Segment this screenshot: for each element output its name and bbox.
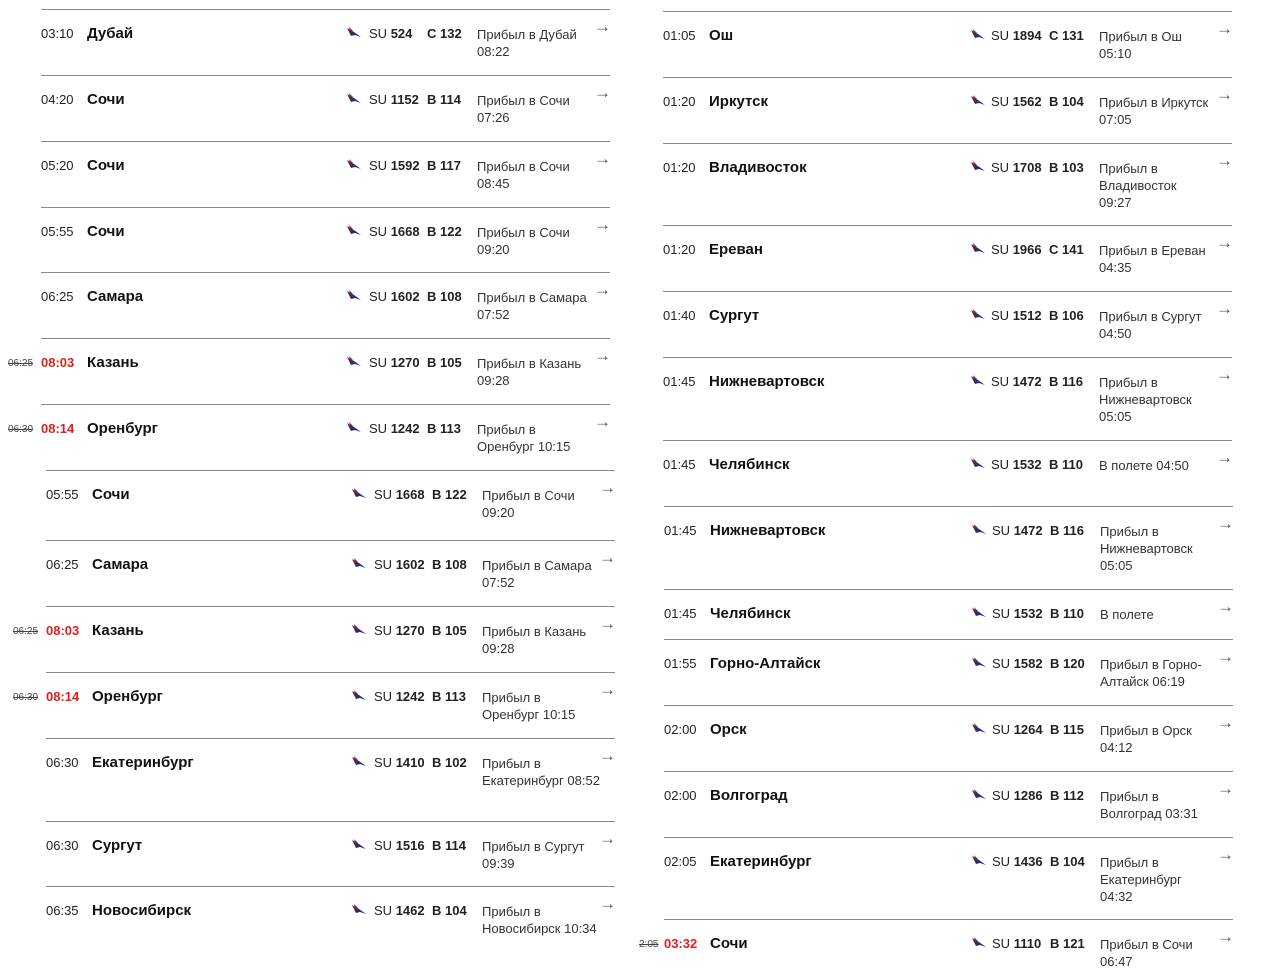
departure-time: 08:03 xyxy=(46,623,80,638)
flight-row[interactable] xyxy=(663,225,1232,291)
aeroflot-logo-icon xyxy=(970,94,986,109)
flight-status: Прибыл в Горно-Алтайск 06:19 xyxy=(1100,657,1202,689)
gate: B 115 xyxy=(1050,722,1084,737)
aeroflot-logo-icon xyxy=(970,28,986,43)
aeroflot-logo-icon xyxy=(970,160,986,175)
aeroflot-logo-icon xyxy=(346,26,362,41)
scheduled-time: 06:25 xyxy=(13,626,39,637)
departure-time: 01:05 xyxy=(663,28,696,43)
departure-time: 08:03 xyxy=(41,355,75,370)
departure-time: 06:25 xyxy=(46,557,79,572)
destination-city: Новосибирск xyxy=(92,902,192,919)
flight-row[interactable] xyxy=(664,771,1233,837)
gate: C 141 xyxy=(1049,242,1084,257)
destination-city: Челябинск xyxy=(710,605,791,622)
flight-status: В полете xyxy=(1100,607,1154,622)
gate: B 104 xyxy=(1050,854,1085,869)
gate: B 113 xyxy=(427,421,461,436)
flight-number: SU 1532 xyxy=(992,606,1043,621)
arrow-right-icon[interactable]: → xyxy=(594,280,611,299)
arrow-right-icon[interactable]: → xyxy=(1216,85,1233,104)
arrow-right-icon[interactable]: → xyxy=(1216,19,1233,38)
flight-number: SU 1894 xyxy=(991,28,1042,43)
departure-time: 05:20 xyxy=(41,158,74,173)
flight-row[interactable] xyxy=(639,919,1234,979)
departure-time: 01:45 xyxy=(663,374,696,389)
flight-row[interactable] xyxy=(664,589,1233,639)
aeroflot-logo-icon xyxy=(971,606,987,621)
destination-city: Оренбург xyxy=(92,688,163,705)
destination-city: Самара xyxy=(87,288,144,305)
destination-city: Владивосток xyxy=(709,159,807,176)
destination-city: Иркутск xyxy=(709,93,768,110)
flight-status: Прибыл в Сочи 06:47 xyxy=(1100,937,1193,969)
arrow-right-icon[interactable]: → xyxy=(599,548,616,567)
flight-status: Прибыл в Оренбург 10:15 xyxy=(482,690,576,722)
flight-number: SU 1966 xyxy=(991,242,1042,257)
destination-city: Казань xyxy=(92,622,144,639)
flight-status: Прибыл в Сочи 08:45 xyxy=(477,159,570,191)
flight-row[interactable] xyxy=(664,837,1233,919)
departure-time: 04:20 xyxy=(41,92,74,107)
flight-row[interactable] xyxy=(46,540,615,606)
flight-number: SU 1532 xyxy=(991,457,1042,472)
flight-row[interactable] xyxy=(663,357,1232,440)
flight-number: SU 1602 xyxy=(369,289,420,304)
flight-row[interactable] xyxy=(8,338,611,404)
scheduled-time: 06:30 xyxy=(8,424,34,435)
scheduled-time: 2:05 xyxy=(639,939,659,950)
aeroflot-logo-icon xyxy=(346,158,362,173)
arrow-right-icon[interactable]: → xyxy=(594,346,611,365)
aeroflot-logo-icon xyxy=(346,224,362,239)
aeroflot-logo-icon xyxy=(971,656,987,671)
aeroflot-logo-icon xyxy=(970,308,986,323)
gate: B 116 xyxy=(1050,523,1084,538)
flight-number: SU 1242 xyxy=(374,689,425,704)
destination-city: Сочи xyxy=(87,223,125,240)
aeroflot-logo-icon xyxy=(970,457,986,472)
departure-time: 06:25 xyxy=(41,289,74,304)
gate: B 110 xyxy=(1049,457,1083,472)
arrow-right-icon[interactable]: → xyxy=(1216,299,1233,318)
flight-row[interactable] xyxy=(663,77,1232,143)
destination-city: Сочи xyxy=(92,486,130,503)
flight-status: Прибыл в Нижневартовск 05:05 xyxy=(1100,524,1193,573)
flight-number: SU 1602 xyxy=(374,557,425,572)
departure-time: 01:45 xyxy=(663,457,696,472)
flight-row[interactable] xyxy=(41,141,610,207)
aeroflot-logo-icon xyxy=(971,788,987,803)
flight-status: Прибыл в Иркутск 07:05 xyxy=(1099,95,1209,127)
flight-number: SU 1286 xyxy=(992,788,1043,803)
flight-status: Прибыл в Оренбург 10:15 xyxy=(477,422,571,454)
gate: B 108 xyxy=(432,557,467,572)
aeroflot-logo-icon xyxy=(971,523,987,538)
flight-row[interactable] xyxy=(664,639,1233,705)
departure-time: 02:00 xyxy=(664,722,697,737)
flight-status: Прибыл в Орск 04:12 xyxy=(1100,723,1192,755)
gate: B 114 xyxy=(427,92,461,107)
arrow-right-icon[interactable]: → xyxy=(599,680,616,699)
flight-number: SU 1410 xyxy=(374,755,425,770)
aeroflot-logo-icon xyxy=(970,374,986,389)
arrow-right-icon[interactable]: → xyxy=(594,215,611,234)
arrow-right-icon[interactable]: → xyxy=(1217,647,1234,666)
flight-status: Прибыл в Казань 09:28 xyxy=(482,624,587,656)
flight-status: Прибыл в Казань 09:28 xyxy=(477,356,582,388)
gate: B 122 xyxy=(432,487,467,502)
flight-row[interactable] xyxy=(46,738,615,821)
gate: B 116 xyxy=(1049,374,1083,389)
gate: B 120 xyxy=(1050,656,1085,671)
destination-city: Горно-Алтайск xyxy=(710,655,821,672)
gate: B 106 xyxy=(1049,308,1084,323)
flight-status: Прибыл в Сочи 09:20 xyxy=(482,488,575,520)
arrow-right-icon[interactable]: → xyxy=(1217,597,1234,616)
flight-row[interactable] xyxy=(46,470,615,540)
gate: B 114 xyxy=(432,838,466,853)
gate: B 102 xyxy=(432,755,467,770)
gate: B 121 xyxy=(1050,936,1085,951)
destination-city: Екатеринбург xyxy=(92,754,194,771)
flight-row[interactable] xyxy=(41,207,610,273)
departure-time: 03:10 xyxy=(41,26,74,41)
departure-time: 01:20 xyxy=(663,160,696,175)
departure-time: 05:55 xyxy=(46,487,79,502)
destination-city: Челябинск xyxy=(709,456,790,473)
destination-city: Сочи xyxy=(710,935,748,952)
scheduled-time: 06:30 xyxy=(13,692,39,703)
gate: B 113 xyxy=(432,689,466,704)
gate: B 105 xyxy=(427,355,462,370)
destination-city: Казань xyxy=(87,354,139,371)
gate: B 117 xyxy=(427,158,461,173)
flight-status: Прибыл в Сургут 09:39 xyxy=(482,839,585,871)
destination-city: Екатеринбург xyxy=(710,853,812,870)
departure-time: 02:00 xyxy=(664,788,697,803)
destination-city: Волгоград xyxy=(710,787,788,804)
arrow-right-icon[interactable]: → xyxy=(599,478,616,497)
scheduled-time: 06:25 xyxy=(8,358,34,369)
destination-city: Нижневартовск xyxy=(710,522,826,539)
flight-number: SU 1152 xyxy=(369,92,419,107)
arrow-right-icon[interactable]: → xyxy=(1216,151,1233,170)
flight-number: SU 1270 xyxy=(374,623,425,638)
flight-number: SU 1592 xyxy=(369,158,420,173)
flight-status: Прибыл в Самара 07:52 xyxy=(477,290,587,322)
arrow-right-icon[interactable]: → xyxy=(1217,713,1234,732)
flight-status: Прибыл в Сочи 09:20 xyxy=(477,225,570,257)
gate: C 132 xyxy=(427,26,462,41)
departure-time: 08:14 xyxy=(46,689,80,704)
aeroflot-logo-icon xyxy=(346,92,362,107)
arrow-right-icon[interactable]: → xyxy=(594,17,611,36)
flight-row[interactable] xyxy=(663,291,1232,357)
flight-status: Прибыл в Самара 07:52 xyxy=(482,558,592,590)
gate: B 104 xyxy=(432,903,467,918)
arrow-right-icon[interactable]: → xyxy=(599,829,616,848)
destination-city: Сочи xyxy=(87,157,125,174)
flight-number: SU 1242 xyxy=(369,421,420,436)
destination-city: Орск xyxy=(710,721,747,738)
flight-number: SU 1582 xyxy=(992,656,1043,671)
flight-row[interactable] xyxy=(664,506,1233,589)
gate: B 108 xyxy=(427,289,462,304)
aeroflot-logo-icon xyxy=(351,557,367,572)
gate: B 105 xyxy=(432,623,467,638)
aeroflot-logo-icon xyxy=(351,487,367,502)
destination-city: Сургут xyxy=(92,837,143,854)
aeroflot-logo-icon xyxy=(346,421,362,436)
arrow-right-icon[interactable]: → xyxy=(1216,448,1233,467)
departure-time: 06:30 xyxy=(46,755,79,770)
flight-number: SU 1516 xyxy=(374,838,425,853)
flight-row[interactable] xyxy=(664,705,1233,771)
flight-number: SU 1708 xyxy=(991,160,1042,175)
flight-status: В полете 04:50 xyxy=(1099,458,1189,473)
arrow-right-icon[interactable]: → xyxy=(1217,779,1234,798)
flight-row[interactable] xyxy=(13,672,616,738)
arrow-right-icon[interactable]: → xyxy=(1217,845,1234,864)
flight-status: Прибыл в Дубай 08:22 xyxy=(477,27,577,59)
destination-city: Сочи xyxy=(87,91,125,108)
flight-status: Прибыл в Екатеринбург 04:32 xyxy=(1100,855,1182,904)
flight-number: SU 1110 xyxy=(992,936,1042,951)
flight-number: SU 1436 xyxy=(992,854,1043,869)
arrow-right-icon[interactable]: → xyxy=(594,83,611,102)
arrow-right-icon[interactable]: → xyxy=(594,412,611,431)
arrow-right-icon[interactable]: → xyxy=(1216,365,1233,384)
destination-city: Нижневартовск xyxy=(709,373,825,390)
arrow-right-icon[interactable]: → xyxy=(594,149,611,168)
aeroflot-logo-icon xyxy=(351,755,367,770)
flight-row[interactable] xyxy=(46,886,615,960)
arrow-right-icon[interactable]: → xyxy=(599,746,616,765)
destination-city: Ош xyxy=(709,27,734,44)
flight-row[interactable] xyxy=(46,821,615,886)
gate: C 131 xyxy=(1049,28,1084,43)
aeroflot-logo-icon xyxy=(346,355,362,370)
flight-row[interactable] xyxy=(41,75,610,141)
arrow-right-icon[interactable]: → xyxy=(599,614,616,633)
gate: B 122 xyxy=(427,224,462,239)
departure-time: 01:20 xyxy=(663,94,696,109)
aeroflot-logo-icon xyxy=(351,838,367,853)
departure-time: 01:55 xyxy=(664,656,697,671)
flight-number: SU 1668 xyxy=(374,487,425,502)
gate: B 103 xyxy=(1049,160,1084,175)
flight-status: Прибыл в Ош 05:10 xyxy=(1099,29,1182,61)
flight-status: Прибыл в Ереван 04:35 xyxy=(1099,243,1206,275)
arrow-right-icon[interactable]: → xyxy=(599,894,616,913)
flight-row[interactable] xyxy=(663,11,1232,77)
aeroflot-logo-icon xyxy=(971,722,987,737)
flight-number: SU 524 xyxy=(369,26,413,41)
flight-row[interactable] xyxy=(663,440,1232,506)
flight-number: SU 1270 xyxy=(369,355,420,370)
departure-time: 03:32 xyxy=(664,936,698,951)
flight-row[interactable] xyxy=(13,606,616,672)
flight-status: Прибыл в Нижневартовск 05:05 xyxy=(1099,375,1192,424)
departure-time: 01:20 xyxy=(663,242,696,257)
flight-row[interactable] xyxy=(8,404,611,470)
aeroflot-logo-icon xyxy=(971,854,987,869)
departure-time: 05:55 xyxy=(41,224,74,239)
aeroflot-logo-icon xyxy=(351,689,367,704)
destination-city: Ереван xyxy=(709,241,763,258)
destination-city: Дубай xyxy=(87,25,134,42)
arrow-right-icon[interactable]: → xyxy=(1217,514,1234,533)
gate: B 104 xyxy=(1049,94,1084,109)
departure-time: 01:45 xyxy=(664,523,697,538)
flight-number: SU 1462 xyxy=(374,903,425,918)
flight-status: Прибыл в Волгоград 03:31 xyxy=(1100,789,1198,821)
aeroflot-logo-icon xyxy=(970,242,986,257)
aeroflot-logo-icon xyxy=(971,936,987,951)
gate: B 110 xyxy=(1050,606,1084,621)
departure-time: 01:40 xyxy=(663,308,696,323)
departure-time: 06:35 xyxy=(46,903,79,918)
flight-number: SU 1264 xyxy=(992,722,1043,737)
arrow-right-icon[interactable]: → xyxy=(1217,927,1234,946)
flight-status: Прибыл в Сургут 04:50 xyxy=(1099,309,1202,341)
flight-row[interactable] xyxy=(41,272,610,338)
destination-city: Сургут xyxy=(709,307,760,324)
departure-time: 01:45 xyxy=(664,606,697,621)
flight-row[interactable] xyxy=(41,9,610,75)
flight-number: SU 1668 xyxy=(369,224,420,239)
flight-number: SU 1512 xyxy=(991,308,1042,323)
aeroflot-logo-icon xyxy=(351,623,367,638)
arrow-right-icon[interactable]: → xyxy=(1216,233,1233,252)
flight-status: Прибыл в Новосибирск 10:34 xyxy=(482,904,597,936)
gate: B 112 xyxy=(1050,788,1084,803)
departure-time: 02:05 xyxy=(664,854,697,869)
aeroflot-logo-icon xyxy=(346,289,362,304)
destination-city: Самара xyxy=(92,556,149,573)
flight-status: Прибыл в Сочи 07:26 xyxy=(477,93,570,125)
flight-status: Прибыл в Владивосток 09:27 xyxy=(1099,161,1177,210)
flight-number: SU 1472 xyxy=(991,374,1042,389)
departure-time: 06:30 xyxy=(46,838,79,853)
destination-city: Оренбург xyxy=(87,420,158,437)
flight-number: SU 1562 xyxy=(991,94,1042,109)
flight-row[interactable] xyxy=(663,143,1232,225)
departure-time: 08:14 xyxy=(41,421,75,436)
flight-number: SU 1472 xyxy=(992,523,1043,538)
aeroflot-logo-icon xyxy=(351,903,367,918)
flight-status: Прибыл в Екатеринбург 08:52 xyxy=(482,756,600,788)
